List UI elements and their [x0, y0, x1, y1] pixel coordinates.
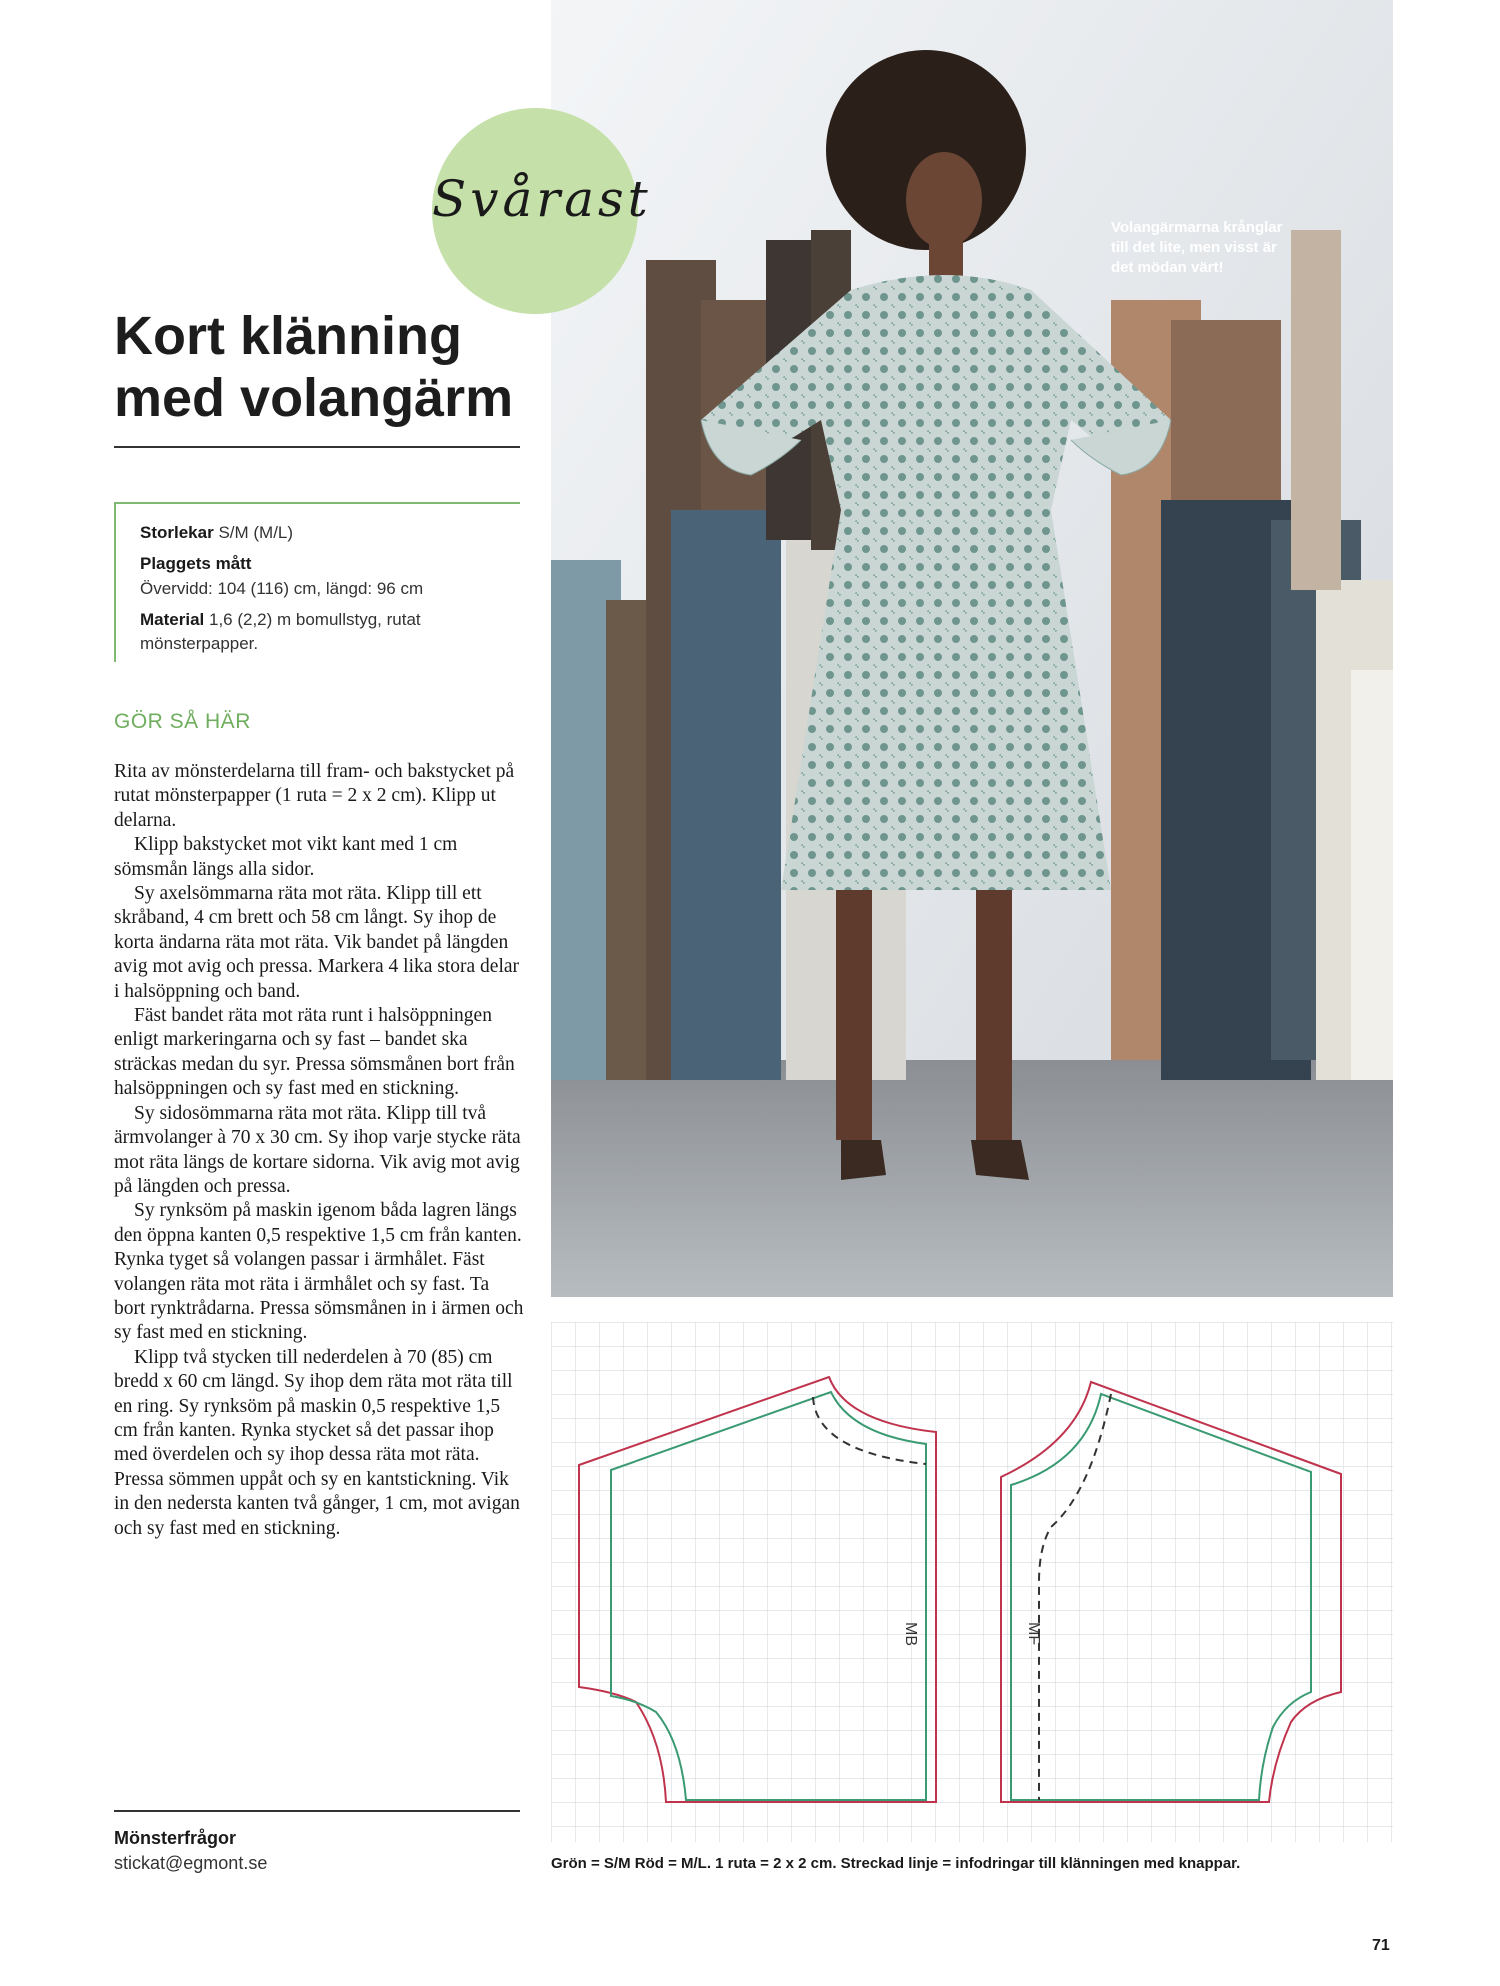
material-value: 1,6 (2,2) m bomullstyg, rutat	[208, 610, 421, 629]
instruction-paragraph: Sy axelsömmarna räta mot räta. Klipp till ett skråband, 4 cm brett och 58 cm långt. Sy ihop de korta ändarna räta mot räta. Vik bandet på längden avig mot avig och pressa. Markera 4 lika stora delar i halsöppning och band.	[114, 883, 520, 1002]
page-title	[114, 305, 534, 429]
questions-label: Mönsterfrågor	[114, 1828, 237, 1848]
info-sizes	[140, 521, 510, 545]
footer-divider	[114, 1810, 520, 1812]
difficulty-label: Svårast	[432, 170, 652, 228]
material-value-cont: mönsterpapper.	[140, 634, 259, 653]
dress-photo	[551, 0, 1393, 1297]
page-number: 71	[1372, 1937, 1390, 1954]
pattern-diagram	[551, 1322, 1393, 1842]
info-measure	[140, 552, 510, 576]
instructions-body	[114, 760, 524, 1541]
instruction-paragraph: Fäst bandet räta mot räta runt i halsöppningen enligt markeringarna och sy fast – bandet ska sträckas medan du syr. Pressa sömsmånen bort från halsöppningen och sy fast med en stickning.	[114, 1005, 515, 1100]
instruction-paragraph: Sy sidosömmarna räta mot räta. Klipp till två ärmvolanger à 70 x 30 cm. Sy ihop varje stycke räta mot räta längs de kortare sidorna. Vik avig mot avig på längden och pressa.	[114, 1102, 521, 1197]
front-label: MF	[1025, 1622, 1042, 1646]
infobox-border-top	[114, 502, 520, 504]
instruction-paragraph: Sy rynksöm på maskin igenom båda lagren längs den öppna kanten 0,5 respektive 1,5 cm från kanten. Rynka tyget så volangen passar i ärmhålet. Fäst volangen räta mot räta i ärmhålet och sy fast. Ta bort rynktrådarna. Pressa sömsmånen in i ärmen och sy fast med en stickning.	[114, 1200, 524, 1344]
sizes-label: Storlekar	[140, 523, 214, 542]
title-line: Kort klänning	[114, 306, 462, 366]
info-material	[140, 608, 510, 632]
title-divider	[114, 446, 520, 448]
material-label: Material	[140, 610, 205, 629]
photo-caption	[1111, 218, 1341, 278]
questions-email[interactable]: stickat@egmont.se	[114, 1853, 268, 1873]
photo-caption-line: Volangärmarna krånglar	[1111, 219, 1283, 236]
photo-caption-line: det mödan värt!	[1111, 259, 1224, 276]
instruction-paragraph: Klipp två stycken till nederdelen à 70 (85) cm bredd x 60 cm längd. Sy ihop dem räta mot räta till en ring. Sy rynksöm på maskin 0,5 respektive 1,5 cm från kanten. Rynka stycket så det passar ihop med överdelen och sy ihop dessa räta mot räta. Pressa sömmen uppåt och sy en kantstickning. Vik in den nedersta kanten två gånger, 1 cm, mot avigan och sy fast med en stickning.	[114, 1346, 520, 1539]
measure-value: Övervidd: 104 (116) cm, längd: 96 cm	[140, 579, 424, 598]
pattern-caption: Grön = S/M Röd = M/L. 1 ruta = 2 x 2 cm. Streckad linje = infodringar till klänningen med knappar.	[551, 1855, 1241, 1872]
instructions-heading: GÖR SÅ HÄR	[114, 710, 251, 733]
back-label: MB	[902, 1622, 919, 1646]
title-line: med volangärm	[114, 368, 514, 428]
instruction-paragraph: Klipp bakstycket mot vikt kant med 1 cm sömsmån längs alla sidor.	[114, 834, 458, 880]
sizes-value: S/M (M/L)	[218, 523, 294, 542]
instruction-paragraph: Rita av mönsterdelarna till fram- och bakstycket på rutat mönsterpapper (1 ruta = 2 x 2 cm). Klipp ut delarna.	[114, 761, 515, 831]
infobox-border-left	[114, 502, 116, 662]
measure-label: Plaggets mått	[140, 554, 252, 573]
photo-caption-line: till det lite, men visst är	[1111, 239, 1277, 256]
